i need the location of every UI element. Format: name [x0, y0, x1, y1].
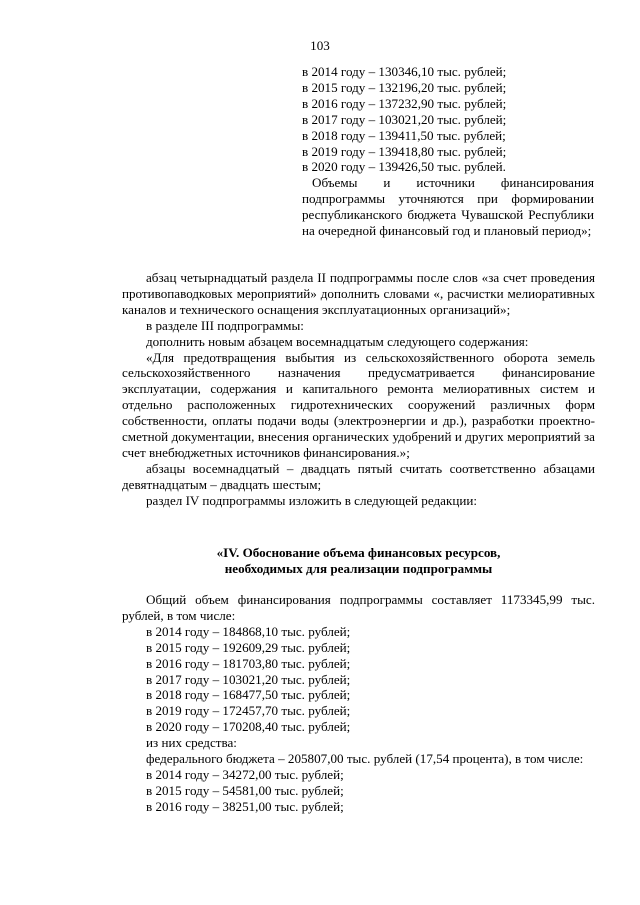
year-line: в 2018 году – 139411,50 тыс. рублей; — [302, 127, 506, 143]
section-3-intro: в разделе III подпрограммы: — [146, 317, 304, 333]
year-line: в 2019 году – 139418,80 тыс. рублей; — [302, 143, 507, 159]
heading-line-1: «IV. Обоснование объема финансовых ресурсов, — [216, 545, 501, 560]
year-line: в 2015 году – 132196,20 тыс. рублей; — [302, 79, 507, 95]
top-financing-block — [302, 64, 594, 239]
financing-note: Объемы и источники финансирования подпрограммы уточняются при формировании республиканского бюджета Чувашской Республики на очередной финансовый год и плановый период»; — [302, 175, 594, 239]
year-line: в 2016 году – 181703,80 тыс. рублей; — [146, 655, 351, 671]
total-financing: Общий объем финансирования подпрограммы составляет 1173345,99 тыс. рублей, в том числе: — [122, 592, 595, 623]
year-line: в 2017 году – 103021,20 тыс. рублей; — [146, 671, 351, 687]
year-line: в 2016 году – 137232,90 тыс. рублей; — [302, 95, 507, 111]
of-which-label: из них средства: — [146, 735, 237, 751]
renumber-paragraphs: абзацы восемнадцатый – двадцать пятый считать соответственно абзацами девятнадцатым – двадцать шестым; — [122, 460, 595, 492]
add-paragraph-intro: дополнить новым абзацем восемнадцатым следующего содержания: — [146, 333, 529, 349]
federal-budget: федерального бюджета – 205807,00 тыс. рублей (17,54 процента), в том числе: — [146, 751, 584, 767]
year-line: в 2014 году – 130346,10 тыс. рублей; — [302, 64, 507, 79]
heading-line-2: необходимых для реализации подпрограммы — [224, 561, 493, 576]
federal-year-line: в 2015 году – 54581,00 тыс. рублей; — [146, 782, 344, 798]
year-line: в 2015 году – 192609,29 тыс. рублей; — [146, 639, 351, 655]
financing-block — [122, 592, 595, 815]
federal-year-line: в 2014 году – 34272,00 тыс. рублей; — [146, 766, 344, 782]
year-line: в 2020 году – 139426,50 тыс. рублей. — [302, 159, 506, 175]
year-line: в 2017 году – 103021,20 тыс. рублей; — [302, 111, 507, 127]
section-heading — [122, 545, 595, 577]
quoted-paragraph: «Для предотвращения выбытия из сельскохозяйственного оборота земель сельскохозяйственного назначения предусматривается финансирование эксплуатации, содержания и капитального ремонта мелиоративных систем и отдельно расположенных гидротехнических сооружений различных форм собственности, оплаты подачи воды (электроэнергии и др.), разработки проектно-сметной документации, внесения органических удобрений и других мероприятий за счет внебюджетных источников финансирования.»; — [122, 349, 595, 460]
section-4-intro: раздел IV подпрограммы изложить в следующей редакции: — [146, 492, 477, 508]
year-line: в 2018 году – 168477,50 тыс. рублей; — [146, 687, 351, 703]
federal-year-line: в 2016 году – 38251,00 тыс. рублей; — [146, 798, 344, 814]
page-number: 103 — [310, 38, 330, 53]
year-line: в 2020 году – 170208,40 тыс. рублей; — [146, 719, 351, 735]
year-line: в 2019 году – 172457,70 тыс. рублей; — [146, 703, 351, 719]
year-line: в 2014 году – 184868,10 тыс. рублей; — [146, 623, 351, 639]
paragraph-14-amendment: абзац четырнадцатый раздела II подпрограммы после слов «за счет проведения противопаводковых мероприятий» дополнить словами «, расчистки мелиоративных каналов и технического оснащения эксплуатационных организаций»; — [122, 270, 595, 317]
amendments-block — [122, 270, 595, 509]
